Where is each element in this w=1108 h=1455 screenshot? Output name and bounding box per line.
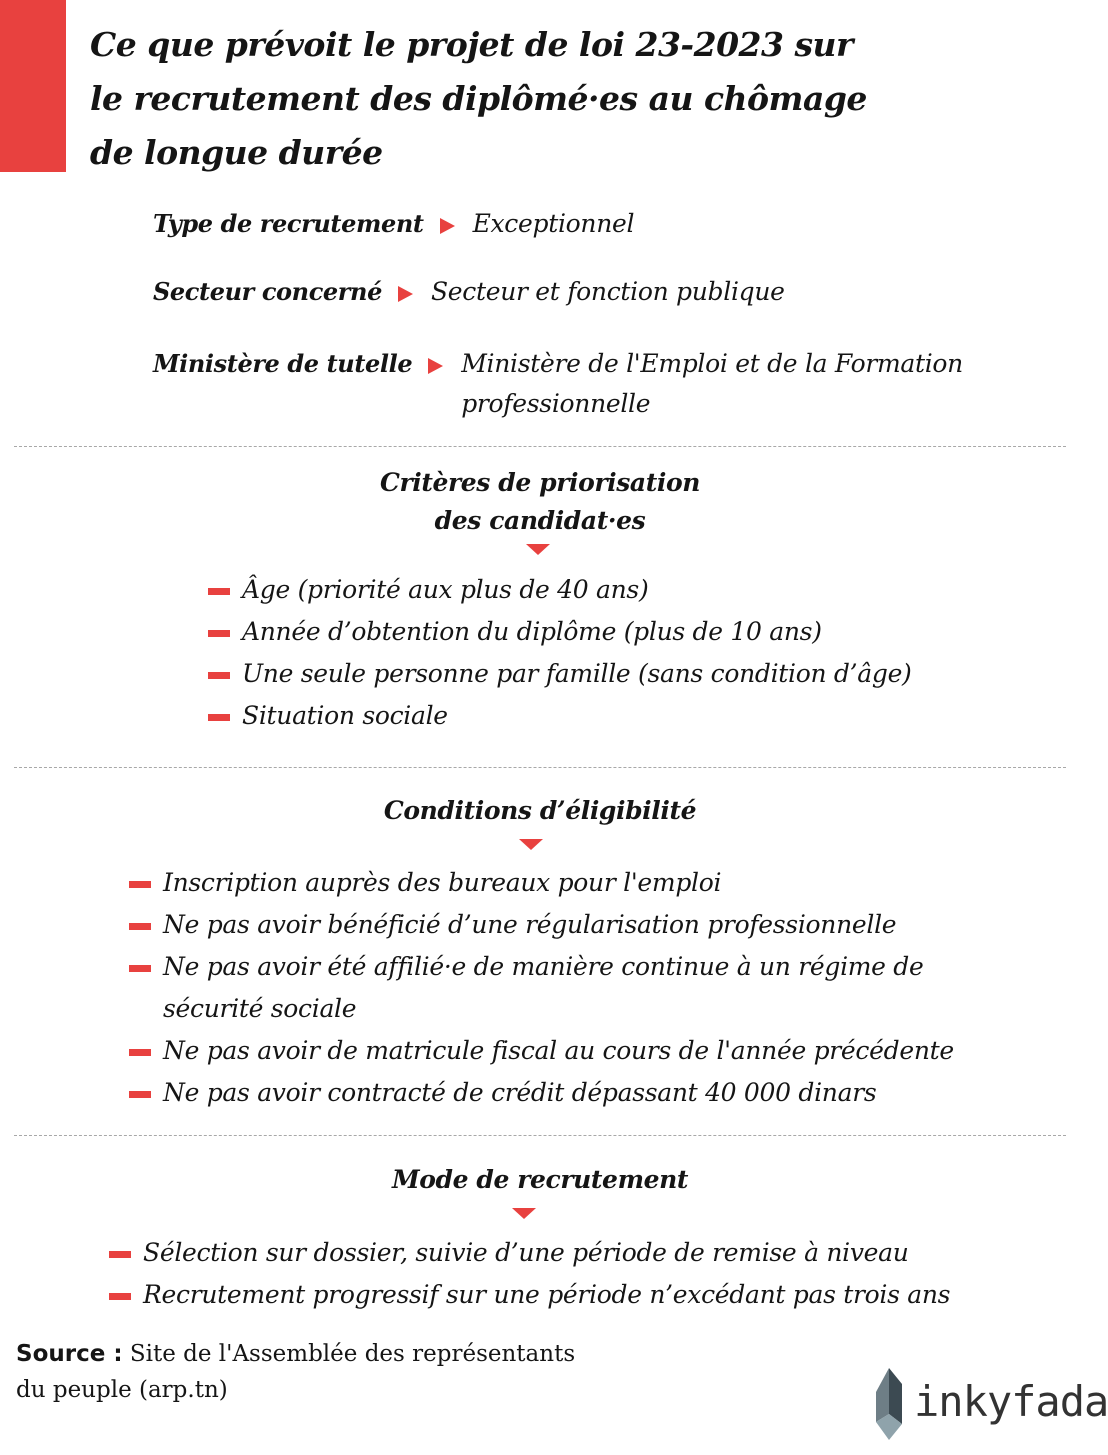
page-title <box>90 18 990 180</box>
dash-bullet-icon <box>208 630 230 637</box>
list-item <box>163 1030 954 1072</box>
section-divider <box>14 446 1066 447</box>
info-value <box>461 344 963 424</box>
triangle-down-icon <box>519 839 543 850</box>
title-line: de longue durée <box>90 133 383 172</box>
list-item <box>163 1072 954 1114</box>
list-item-text: Sélection sur dossier, suivie d’une période de remise à niveau <box>143 1238 909 1267</box>
list-item-text: Une seule personne par famille (sans condition d’âge) <box>242 659 912 688</box>
list-item-text: Ne pas avoir contracté de crédit dépassant 40 000 dinars <box>163 1078 877 1107</box>
list-item <box>143 1274 950 1316</box>
section-title-line: Conditions d’éligibilité <box>383 796 697 825</box>
inkyfada-logo-icon <box>872 1364 906 1442</box>
list-item <box>163 862 954 904</box>
triangle-down-icon <box>512 1208 536 1219</box>
section-title-criteria <box>0 464 1080 540</box>
section-title-line: Critères de priorisation <box>379 468 701 497</box>
dash-bullet-icon <box>129 1091 151 1098</box>
dash-bullet-icon <box>129 965 151 972</box>
title-line: Ce que prévoit le projet de loi 23-2023 sur <box>90 25 853 64</box>
arrow-right-icon <box>428 358 443 374</box>
list-item <box>242 569 912 611</box>
info-value-line: Exceptionnel <box>472 209 635 238</box>
recruitment-mode-list <box>143 1232 950 1316</box>
section-title-eligibility <box>0 792 1080 830</box>
source-line <box>16 1336 575 1372</box>
info-label: Ministère de tutelle <box>153 349 413 378</box>
list-item <box>163 904 954 946</box>
list-item-text: Inscription auprès des bureaux pour l'emploi <box>163 868 722 897</box>
source-text: Site de l'Assemblée des représentants <box>129 1341 576 1367</box>
list-item <box>163 946 954 1030</box>
accent-bar <box>0 0 66 172</box>
list-item-text: sécurité sociale <box>163 994 357 1023</box>
criteria-list <box>242 569 912 737</box>
section-title-line: des candidat·es <box>434 506 646 535</box>
info-value-line: Ministère de l'Emploi et de la Formation <box>461 349 963 378</box>
inkyfada-logo <box>872 1364 1108 1442</box>
dash-bullet-icon <box>208 714 230 721</box>
list-item-text: Ne pas avoir bénéficié d’une régularisation professionnelle <box>163 910 897 939</box>
arrow-right-icon <box>440 218 455 234</box>
list-item <box>242 653 912 695</box>
info-value <box>473 204 635 244</box>
list-item <box>143 1232 950 1274</box>
info-label: Type de recrutement <box>153 209 424 238</box>
section-divider <box>14 767 1066 768</box>
title-line: le recrutement des diplômé·es au chômage <box>90 79 867 118</box>
source-text: du peuple (arp.tn) <box>16 1377 228 1403</box>
list-item-text: Ne pas avoir de matricule fiscal au cours de l'année précédente <box>163 1036 954 1065</box>
info-row-sector <box>153 277 785 312</box>
arrow-right-icon <box>398 286 413 302</box>
dash-bullet-icon <box>129 881 151 888</box>
list-item-text: Ne pas avoir été affilié·e de manière continue à un régime de <box>163 952 924 981</box>
dash-bullet-icon <box>129 1049 151 1056</box>
source-note <box>16 1336 575 1408</box>
info-value-line: Secteur et fonction publique <box>430 277 785 306</box>
list-item <box>242 611 912 653</box>
eligibility-list <box>163 862 954 1114</box>
info-value <box>431 272 785 312</box>
list-item <box>242 695 912 737</box>
list-item-text: Âge (priorité aux plus de 40 ans) <box>242 575 649 604</box>
dash-bullet-icon <box>208 672 230 679</box>
list-item-text: Situation sociale <box>242 701 448 730</box>
section-title-recruitment-mode <box>0 1161 1080 1199</box>
list-item-text: Recrutement progressif sur une période n’excédant pas trois ans <box>143 1280 951 1309</box>
source-label: Source : <box>16 1341 123 1367</box>
info-label: Secteur concerné <box>153 277 382 306</box>
section-divider <box>14 1135 1066 1136</box>
dash-bullet-icon <box>208 588 230 595</box>
dash-bullet-icon <box>109 1293 131 1300</box>
triangle-down-icon <box>526 544 550 555</box>
dash-bullet-icon <box>129 923 151 930</box>
logo-wordmark: inkyfada <box>914 1377 1108 1426</box>
section-title-line: Mode de recrutement <box>391 1165 689 1194</box>
list-item-text: Année d’obtention du diplôme (plus de 10 ans) <box>242 617 822 646</box>
info-row-type <box>153 209 634 244</box>
info-value-line: professionnelle <box>461 389 651 418</box>
dash-bullet-icon <box>109 1251 131 1258</box>
info-row-ministry <box>153 349 963 424</box>
